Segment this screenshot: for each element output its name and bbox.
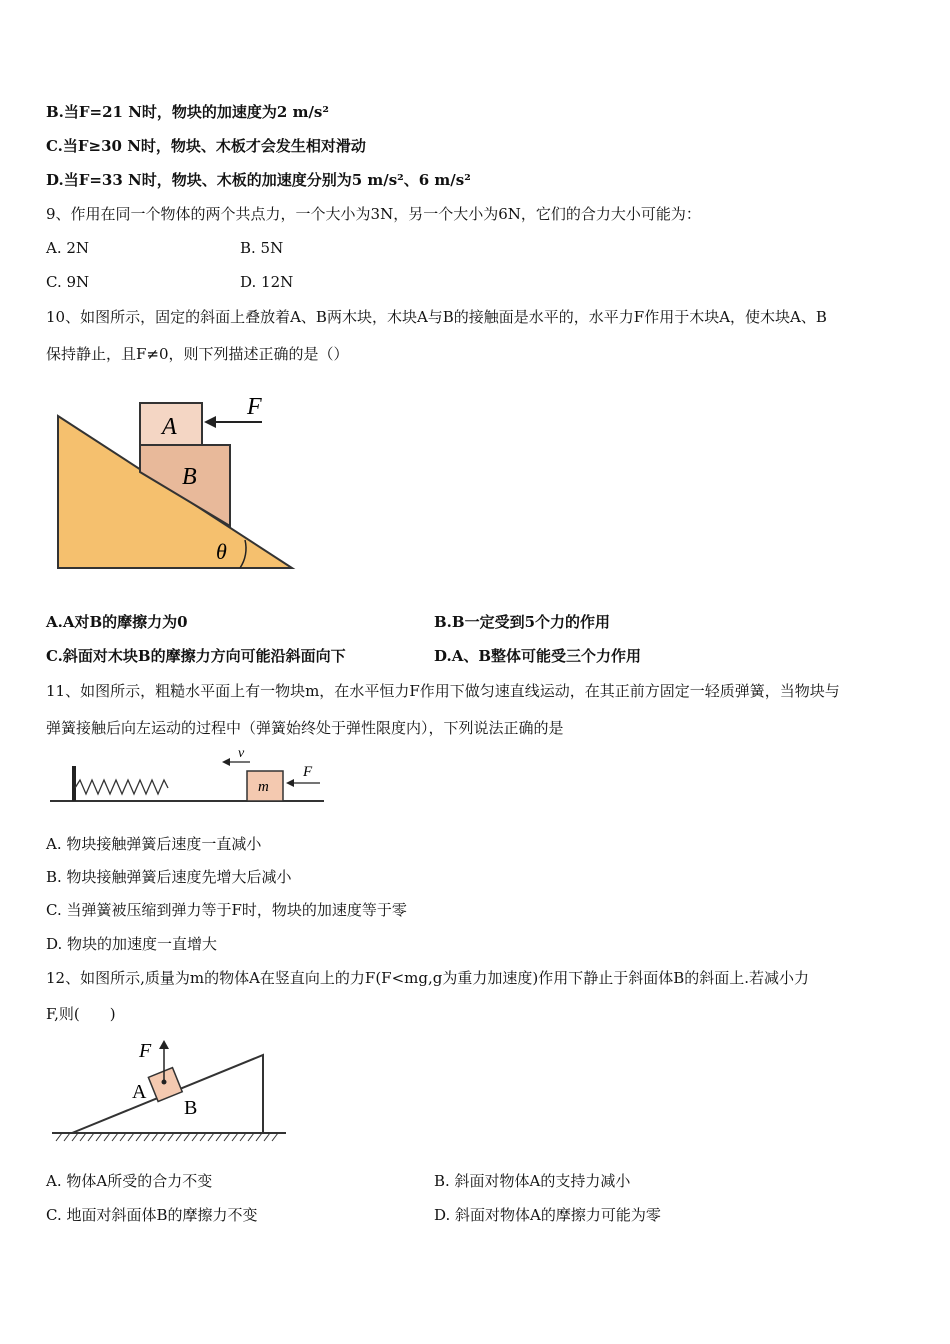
force-f-arrowhead [159,1040,169,1049]
q12-figure-incline [48,1034,293,1154]
q11-option-d: D. 物块的加速度一直增大 [46,935,218,953]
q8-option-d: D.当F=33 N时，物块、木板的加速度分别为5 m/s²、6 m/s² [46,171,471,189]
q10-stem-line1: 10、如图所示，固定的斜面上叠放着A、B两木块，木块A与B的接触面是水平的，水平力F作用于木块A，使木块A、B [46,308,827,326]
q10-option-d: D.A、B整体可能受三个力作用 [434,647,642,665]
q11-stem-line1: 11、如图所示，粗糙水平面上有一物块m，在水平恒力F作用下做匀速直线运动，在其正前方固定一轻质弹簧，当物块与 [46,682,840,700]
label-b: B [184,1097,198,1119]
q10-option-b: B.B一定受到5个力的作用 [434,613,611,631]
q12-option-d: D. 斜面对物体A的摩擦力可能为零 [434,1206,661,1224]
q12-stem-line1: 12、如图所示,质量为m的物体A在竖直向上的力F(F<mg,g为重力加速度)作用下静止于斜面体B的斜面上.若减小力 [46,969,809,987]
q10-option-c: C.斜面对木块B的摩擦力方向可能沿斜面向下 [46,647,346,665]
velocity-arrowhead [222,758,230,766]
q9-stem: 9、作用在同一个物体的两个共点力，一个大小为3N，另一个大小为6N，它们的合力大小可能为： [46,205,701,223]
q9-option-c: C. 9N [46,273,90,291]
q12-option-c: C. 地面对斜面体B的摩擦力不变 [46,1206,258,1224]
label-v: v [238,746,245,761]
q12-stem-line2: F,则( ) [46,1005,116,1023]
q10-stem-line2: 保持静止，且F≠0，则下列描述正确的是（） [46,345,349,363]
q11-option-b: B. 物块接触弹簧后速度先增大后减小 [46,868,292,886]
q10-figure-incline [40,390,320,580]
ground-hatching [56,1133,278,1141]
label-f: F [139,1040,152,1062]
q9-option-b: B. 5N [240,239,284,257]
q11-option-c: C. 当弹簧被压缩到弹力等于F时，物块的加速度等于零 [46,901,407,919]
q12-option-a: A. 物体A所受的合力不变 [46,1172,213,1190]
q11-figure-spring [48,742,328,812]
q9-option-d: D. 12N [240,273,294,291]
label-theta: θ [216,539,227,564]
q9-option-a: A. 2N [46,239,90,257]
label-a: A [162,414,177,440]
q12-option-b: B. 斜面对物体A的支持力减小 [434,1172,631,1190]
label-b: B [182,464,197,490]
label-a: A [132,1081,147,1103]
label-m: m [258,779,269,795]
q11-option-a: A. 物块接触弹簧后速度一直减小 [46,835,262,853]
force-f-arrowhead [204,416,216,428]
force-f-arrowhead [286,779,294,787]
q8-option-c: C.当F≥30 N时，物块、木板才会发生相对滑动 [46,137,366,155]
q10-option-a: A.A对B的摩擦力为0 [46,613,188,631]
q11-stem-line2: 弹簧接触后向左运动的过程中（弹簧始终处于弹性限度内），下列说法正确的是 [46,719,564,737]
q8-option-b: B.当F=21 N时，物块的加速度为2 m/s² [46,103,329,121]
label-f: F [247,394,262,420]
label-f: F [303,764,313,780]
spring [75,780,168,794]
